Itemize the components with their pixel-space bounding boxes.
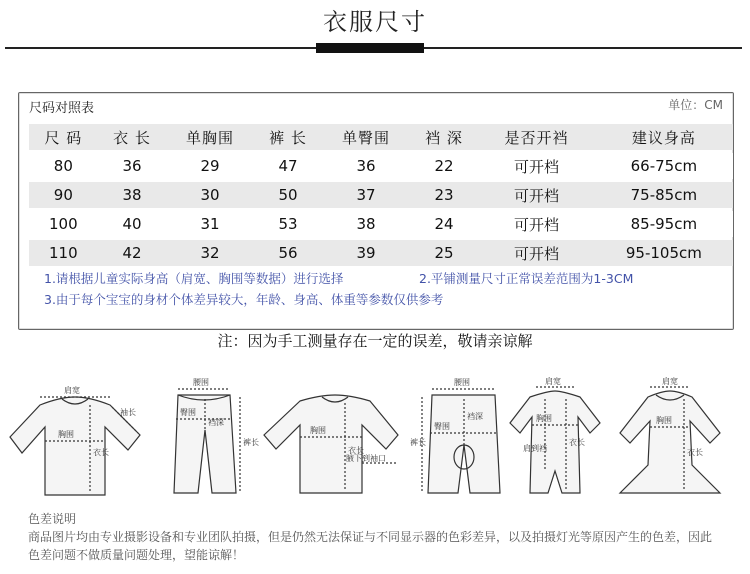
table-cell: 38 xyxy=(356,215,376,233)
header-open-crotch: 是否开裆 xyxy=(504,128,569,147)
label-waist-2: 腰围 xyxy=(454,378,470,387)
table-cell: 24 xyxy=(434,215,454,233)
measurement-disclaimer: 注：因为手工测量存在一定的误差，敬请亲谅解 xyxy=(217,332,533,350)
table-cell: 22 xyxy=(434,157,454,175)
label-chest: 胸围 xyxy=(58,430,74,439)
label-crotch-2: 裆深 xyxy=(467,412,483,421)
color-note-text: 商品图片均由专业摄影设备和专业团队拍摄，但是仍然无法保证与不同显示器的色彩差异，以及拍摄灯光等原因产生的色差，因此色差问题不做质量问题处理，望能谅解！ xyxy=(28,530,713,562)
table-cell: 25 xyxy=(434,244,454,262)
table-cell: 40 xyxy=(122,215,142,233)
table-cell: 31 xyxy=(200,215,220,233)
table-cell: 110 xyxy=(49,244,78,262)
label-chest-2: 胸围 xyxy=(310,426,326,435)
pants-2-diagram-icon xyxy=(410,378,500,493)
table-cell: 23 xyxy=(434,186,454,204)
table-cell: 38 xyxy=(122,186,142,204)
measurement-diagrams xyxy=(0,375,750,505)
table-cell: 29 xyxy=(200,157,220,175)
note-1: 1.请根据儿童实际身高（肩宽、胸围等数据）进行选择 xyxy=(44,271,344,286)
label-length: 衣长 xyxy=(93,448,109,457)
label-sleeve-hem: 腋下到袖口 xyxy=(346,454,386,463)
header-chest: 单胸围 xyxy=(186,128,235,147)
header-pants-length: 裤 长 xyxy=(269,128,307,147)
table-cell: 53 xyxy=(278,215,298,233)
header-hip: 单臀围 xyxy=(342,128,391,147)
table-cell: 85-95cm xyxy=(630,215,698,233)
table-header-row xyxy=(29,124,733,150)
page-title: 衣服尺寸 xyxy=(323,8,427,36)
table-cell: 90 xyxy=(53,186,73,204)
dress-diagram-icon xyxy=(620,376,720,493)
label-length-3: 衣长 xyxy=(569,438,585,447)
header-length: 衣 长 xyxy=(113,128,151,147)
size-chart-title: 尺码对照表 xyxy=(29,101,95,116)
label-shoulder-4: 肩宽 xyxy=(662,377,678,386)
shirt-diagram-icon xyxy=(10,385,140,495)
table-row xyxy=(29,182,733,208)
table-cell: 可开档 xyxy=(514,186,560,205)
title-accent-bar xyxy=(316,43,424,53)
note-3: 3.由于每个宝宝的身材个体差异较大，年龄、身高、体重等参数仅供参考 xyxy=(44,292,444,307)
table-cell: 37 xyxy=(356,186,376,204)
label-crotch-depth: 肩到裆 xyxy=(523,444,547,453)
table-cell: 100 xyxy=(49,215,78,233)
table-row xyxy=(29,240,733,266)
table-cell: 75-85cm xyxy=(630,186,698,204)
label-shoulder: 肩宽 xyxy=(64,386,80,395)
table-cell: 66-75cm xyxy=(630,157,698,175)
table-cell: 47 xyxy=(278,157,298,175)
label-hip: 臀围 xyxy=(180,408,196,417)
label-crotch: 裆深 xyxy=(208,418,224,427)
label-length-4: 衣长 xyxy=(687,448,703,457)
table-cell: 80 xyxy=(53,157,73,175)
table-cell: 42 xyxy=(122,244,142,262)
label-pants-length-2: 裤长 xyxy=(410,438,426,447)
table-cell: 32 xyxy=(200,244,220,262)
label-waist: 腰围 xyxy=(193,378,209,387)
header-size: 尺 码 xyxy=(44,128,83,147)
label-chest-3: 胸围 xyxy=(536,414,552,423)
table-row xyxy=(29,153,733,179)
table-cell: 95-105cm xyxy=(625,244,702,262)
color-note-title: 色差说明 xyxy=(28,512,77,526)
table-cell: 50 xyxy=(278,186,298,204)
table-cell: 30 xyxy=(200,186,220,204)
romper-diagram-icon xyxy=(510,376,600,493)
label-chest-4: 胸围 xyxy=(656,416,672,425)
label-hip-2: 臀围 xyxy=(434,422,450,431)
header-height: 建议身高 xyxy=(631,128,696,147)
table-cell: 56 xyxy=(278,244,298,262)
size-chart-panel xyxy=(18,92,734,330)
pants-diagram-icon xyxy=(174,378,259,493)
label-shoulder-3: 肩宽 xyxy=(545,377,561,386)
raglan-shirt-diagram-icon xyxy=(264,395,398,493)
label-sleeve: 袖长 xyxy=(120,408,136,417)
size-table xyxy=(29,121,733,269)
label-length-2: 衣长 xyxy=(348,446,364,455)
note-2: 2.平铺测量尺寸正常误差范围为1-3CM xyxy=(419,271,634,286)
table-cell: 可开档 xyxy=(514,157,560,176)
table-cell: 39 xyxy=(356,244,376,262)
table-row xyxy=(29,211,733,237)
table-cell: 可开档 xyxy=(514,215,560,234)
table-cell: 36 xyxy=(356,157,376,175)
table-cell: 可开档 xyxy=(514,244,560,263)
label-pants-length: 裤长 xyxy=(243,438,259,447)
unit-label: 单位：CM xyxy=(668,98,723,112)
header-crotch: 裆 深 xyxy=(425,128,463,147)
table-cell: 36 xyxy=(122,157,142,175)
